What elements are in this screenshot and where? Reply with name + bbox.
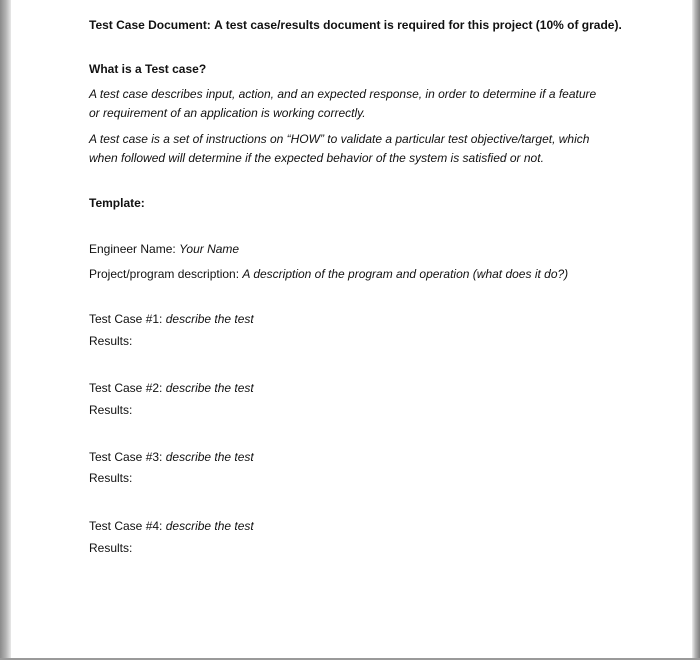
test-case-1-value: describe the test — [165, 312, 254, 326]
what-is-title: What is a Test case? — [89, 62, 207, 76]
paragraph2-line2: when followed will determine if the expected behavior of the system is satisfied or not. — [89, 151, 544, 165]
test-case-1-label: Test Case #1: — [89, 312, 163, 326]
test-case-2-value: describe the test — [165, 381, 254, 395]
heading-text: A test case/results document is required for this project (10% of grade). — [214, 18, 622, 32]
test-case-2-row — [89, 380, 254, 396]
project-label: Project/program description: — [89, 267, 240, 281]
paragraph1-line2: or requirement of an application is working correctly. — [89, 106, 366, 120]
heading-label: Test Case Document: — [89, 18, 211, 32]
page-edge-right — [692, 0, 700, 660]
paragraph2-line1: A test case is a set of instructions on “HOW” to validate a particular test objective/target, which — [89, 132, 590, 146]
document-heading — [89, 17, 622, 33]
template-title: Template: — [89, 196, 145, 210]
test-case-2-results: Results: — [89, 403, 133, 417]
engineer-label: Engineer Name: — [89, 242, 176, 256]
engineer-name-row — [89, 241, 239, 257]
test-case-3-value: describe the test — [165, 450, 254, 464]
test-case-4-results: Results: — [89, 541, 133, 555]
test-case-1-results: Results: — [89, 334, 133, 348]
test-case-4-label: Test Case #4: — [89, 519, 163, 533]
engineer-value: Your Name — [179, 242, 240, 256]
project-description-row — [89, 266, 568, 282]
paragraph1-line1: A test case describes input, action, and an expected response, in order to determine if a feature — [89, 87, 597, 101]
test-case-1-row — [89, 311, 254, 327]
test-case-3-results: Results: — [89, 471, 133, 485]
project-value: A description of the program and operation (what does it do?) — [242, 267, 569, 281]
test-case-4-row — [89, 518, 254, 534]
test-case-2-label: Test Case #2: — [89, 381, 163, 395]
test-case-4-value: describe the test — [165, 519, 254, 533]
page-edge-left — [0, 0, 11, 660]
test-case-3-label: Test Case #3: — [89, 450, 163, 464]
test-case-3-row — [89, 449, 254, 465]
